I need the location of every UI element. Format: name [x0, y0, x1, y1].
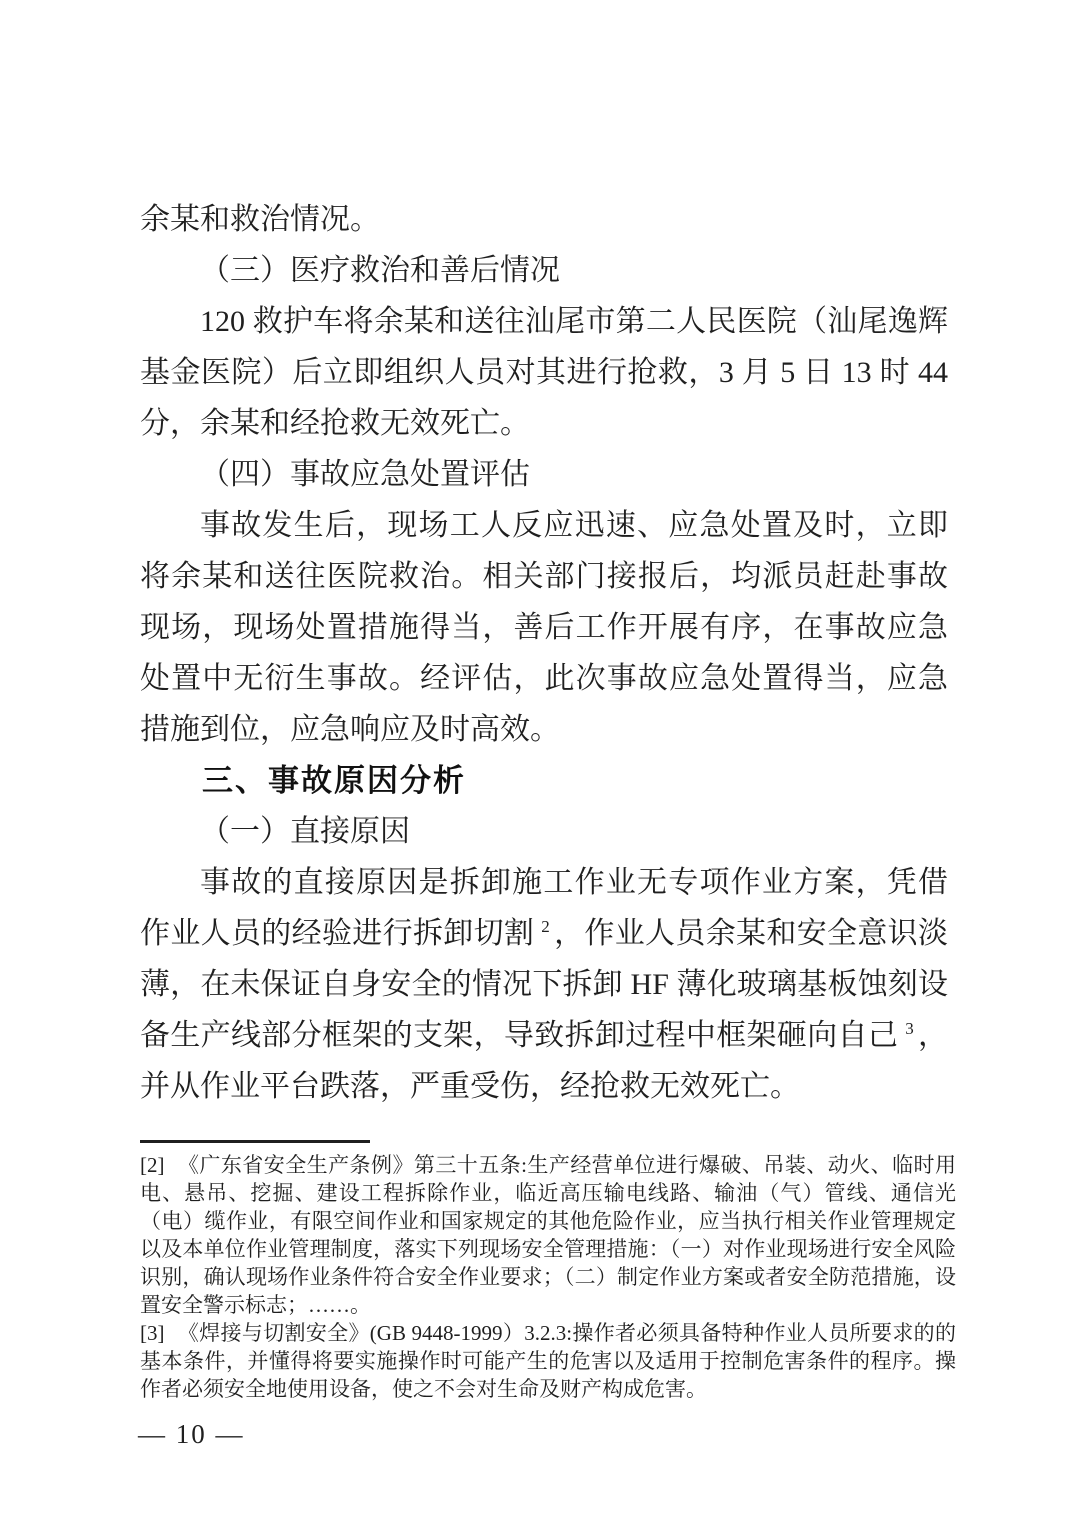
- body-paragraph-ambulance: 120 救护车将余某和送往汕尾市第二人民医院（汕尾逸辉基金医院）后立即组织人员对其进行抢救，3 月 5 日 13 时 44 分，余某和经抢救无效死亡。: [140, 305, 948, 440]
- footnotes-section: [140, 1151, 956, 1403]
- section-heading-cause-analysis: 三、事故原因分析: [202, 763, 466, 798]
- footnote-2-text: 《广东省安全生产条例》第三十五条:生产经营单位进行爆破、吊装、动火、临时用电、悬吊、挖掘、建设工程拆除作业，临近高压输电线路、输油（气）管线、通信光（电）缆作业，有限空间作业和国家规定的其他危险作业，应当执行相关作业管理规定以及本单位作业管理制度，落实下列现场安全管理措施：（一）对作业现场进行安全风险识别，确认现场作业条件符合安全作业要求；（二）制定作业方案或者安全防范措施，设置安全警示标志；……。: [140, 1153, 956, 1317]
- direct-cause-text-3: ，并从作业平台跌落，严重受伤，经抢救无效死亡。: [140, 1019, 949, 1103]
- subsection-heading-emergency-response-evaluation: （四）事故应急处置评估: [200, 458, 530, 491]
- footnote-3-marker: [3]: [140, 1321, 165, 1345]
- subsection-heading-medical-treatment: （三）医疗救治和善后情况: [200, 254, 560, 287]
- direct-cause-text-1: 事故的直接原因是拆卸施工作业无专项作业方案，凭借作业人员的经验进行拆卸切割: [140, 866, 948, 950]
- body-paragraph-direct-cause: [140, 857, 948, 1112]
- footnote-3-text: 《焊接与切割安全》(GB 9448-1999）3.2.3:操作者必须具备特种作业人员所要求的的基本条件，并懂得将要实施操作时可能产生的危害以及适用于控制危害条件的程序。操作者必须安全地使用设备，使之不会对生命及财产构成危害。: [140, 1321, 956, 1401]
- body-paragraph-continuation: 余某和救治情况。: [140, 203, 380, 236]
- footnote-separator: [140, 1140, 370, 1143]
- footnote-ref-2: 2: [541, 917, 550, 936]
- document-body: [140, 194, 948, 1112]
- subsection-heading-direct-cause: （一）直接原因: [200, 815, 410, 848]
- page-number: — 10 —: [138, 1419, 245, 1449]
- body-paragraph-emergency-response: 事故发生后，现场工人反应迅速、应急处置及时，立即将余某和送往医院救治。相关部门接报后，均派员赶赴事故现场，现场处置措施得当，善后工作开展有序，在事故应急处置中无衍生事故。经评估，此次事故应急处置得当，应急措施到位，应急响应及时高效。: [140, 509, 948, 746]
- footnote-2: [140, 1151, 956, 1319]
- direct-cause-text-2: ，作业人员余某和安全意识淡薄，在未保证自身安全的情况下拆卸 HF 薄化玻璃基板蚀刻设备生产线部分框架的支架，导致拆卸过程中框架砸向自己: [140, 917, 948, 1052]
- footnote-ref-3: 3: [905, 1019, 914, 1038]
- footnote-2-marker: [2]: [140, 1153, 165, 1177]
- footnote-3: [140, 1319, 956, 1403]
